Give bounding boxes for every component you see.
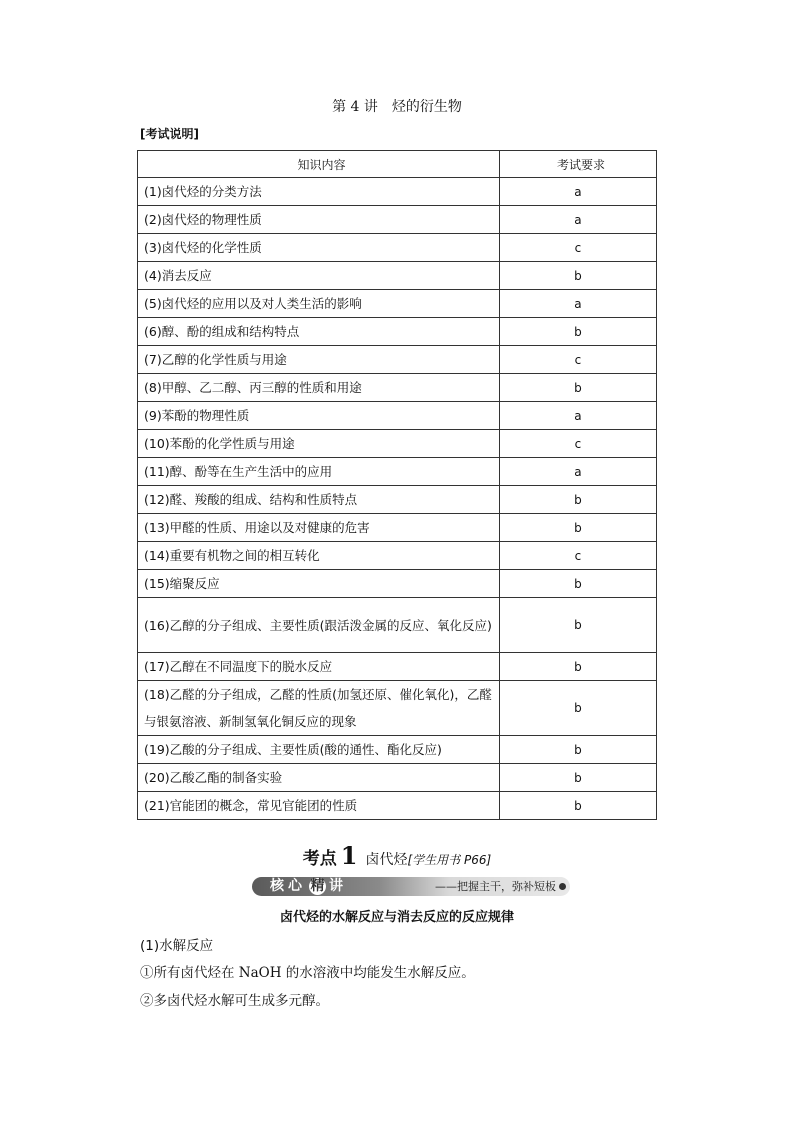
table-row bbox=[138, 792, 657, 820]
table-row bbox=[138, 318, 657, 346]
row-content: (8)甲醇、乙二醇、丙三醇的性质和用途 bbox=[138, 374, 500, 402]
row-content: (5)卤代烃的应用以及对人类生活的影响 bbox=[138, 290, 500, 318]
row-content: (13)甲醛的性质、用途以及对健康的危害 bbox=[138, 514, 500, 542]
header-level: 考试要求 bbox=[499, 151, 656, 178]
table-header-row bbox=[138, 151, 657, 178]
row-level: b bbox=[499, 764, 656, 792]
banner-title bbox=[270, 877, 347, 896]
row-content: (2)卤代烃的物理性质 bbox=[138, 206, 500, 234]
row-content: (11)醇、酚等在生产生活中的应用 bbox=[138, 458, 500, 486]
row-content: (17)乙醇在不同温度下的脱水反应 bbox=[138, 653, 500, 681]
paragraph: (1)水解反应 bbox=[140, 938, 214, 954]
row-content: (16)乙醇的分子组成、主要性质(跟活泼金属的反应、氧化反应) bbox=[138, 598, 500, 653]
row-level: b bbox=[499, 681, 656, 736]
row-level: b bbox=[499, 736, 656, 764]
table-row bbox=[138, 598, 657, 653]
kaodian-number: 1 bbox=[340, 841, 358, 870]
table-row bbox=[138, 290, 657, 318]
banner-subtitle: ——把握主干，弥补短板 bbox=[435, 880, 556, 893]
table-row bbox=[138, 206, 657, 234]
table-row bbox=[138, 514, 657, 542]
row-level: b bbox=[499, 374, 656, 402]
table-row bbox=[138, 542, 657, 570]
table-row bbox=[138, 764, 657, 792]
row-content: (1)卤代烃的分类方法 bbox=[138, 178, 500, 206]
table-row bbox=[138, 402, 657, 430]
table-row bbox=[138, 486, 657, 514]
exam-note-label: [考试说明] bbox=[140, 127, 199, 141]
banner-char-4: 讲 bbox=[329, 878, 347, 894]
table-row bbox=[138, 458, 657, 486]
section-title: 卤代烃的水解反应与消去反应的反应规律 bbox=[279, 910, 514, 925]
row-content: (10)苯酚的化学性质与用途 bbox=[138, 430, 500, 458]
kaodian-heading bbox=[0, 841, 794, 870]
table-row bbox=[138, 178, 657, 206]
row-content: (3)卤代烃的化学性质 bbox=[138, 234, 500, 262]
row-level: c bbox=[499, 234, 656, 262]
paragraph: ②多卤代烃水解可生成多元醇。 bbox=[140, 993, 329, 1009]
table-row bbox=[138, 234, 657, 262]
bullet-dot-icon bbox=[559, 883, 566, 890]
row-content: (18)乙醛的分子组成，乙醛的性质(加氢还原、催化氧化)，乙醛与银氨溶液、新制氢氧化铜反应的现象 bbox=[138, 681, 500, 736]
row-level: b bbox=[499, 653, 656, 681]
row-level: a bbox=[499, 290, 656, 318]
header-knowledge: 知识内容 bbox=[138, 151, 500, 178]
table-row bbox=[138, 736, 657, 764]
kaodian-reference: [学生用书 P66] bbox=[407, 853, 492, 867]
row-content: (14)重要有机物之间的相互转化 bbox=[138, 542, 500, 570]
exam-requirements-table bbox=[137, 150, 657, 820]
row-level: a bbox=[499, 402, 656, 430]
row-level: c bbox=[499, 430, 656, 458]
row-level: b bbox=[499, 262, 656, 290]
table-row bbox=[138, 653, 657, 681]
table-row bbox=[138, 570, 657, 598]
page-title: 第 4 讲 烃的衍生物 bbox=[332, 99, 462, 115]
row-level: b bbox=[499, 318, 656, 346]
row-content: (7)乙醇的化学性质与用途 bbox=[138, 346, 500, 374]
row-content: (9)苯酚的物理性质 bbox=[138, 402, 500, 430]
row-content: (21)官能团的概念，常见官能团的性质 bbox=[138, 792, 500, 820]
row-content: (20)乙酸乙酯的制备实验 bbox=[138, 764, 500, 792]
core-lecture-banner bbox=[252, 877, 570, 896]
row-level: c bbox=[499, 346, 656, 374]
table-row bbox=[138, 374, 657, 402]
row-content: (6)醇、酚的组成和结构特点 bbox=[138, 318, 500, 346]
kaodian-topic: 卤代烃 bbox=[365, 852, 408, 868]
table-row bbox=[138, 430, 657, 458]
row-level: a bbox=[499, 206, 656, 234]
row-level: b bbox=[499, 514, 656, 542]
banner-char-1: 核 bbox=[270, 878, 288, 894]
row-content: (15)缩聚反应 bbox=[138, 570, 500, 598]
banner-char-2: 心 bbox=[288, 878, 306, 894]
banner-char-3: 精 bbox=[310, 878, 325, 894]
table-row bbox=[138, 346, 657, 374]
row-level: b bbox=[499, 792, 656, 820]
table-row bbox=[138, 681, 657, 736]
row-level: c bbox=[499, 542, 656, 570]
row-level: b bbox=[499, 570, 656, 598]
kaodian-prefix: 考点 bbox=[302, 849, 337, 869]
row-content: (12)醛、羧酸的组成、结构和性质特点 bbox=[138, 486, 500, 514]
row-level: b bbox=[499, 486, 656, 514]
row-level: a bbox=[499, 458, 656, 486]
row-content: (4)消去反应 bbox=[138, 262, 500, 290]
row-level: a bbox=[499, 178, 656, 206]
row-content: (19)乙酸的分子组成、主要性质(酸的通性、酯化反应) bbox=[138, 736, 500, 764]
table-row bbox=[138, 262, 657, 290]
paragraph: ①所有卤代烃在 NaOH 的水溶液中均能发生水解反应。 bbox=[140, 965, 475, 981]
row-level: b bbox=[499, 598, 656, 653]
